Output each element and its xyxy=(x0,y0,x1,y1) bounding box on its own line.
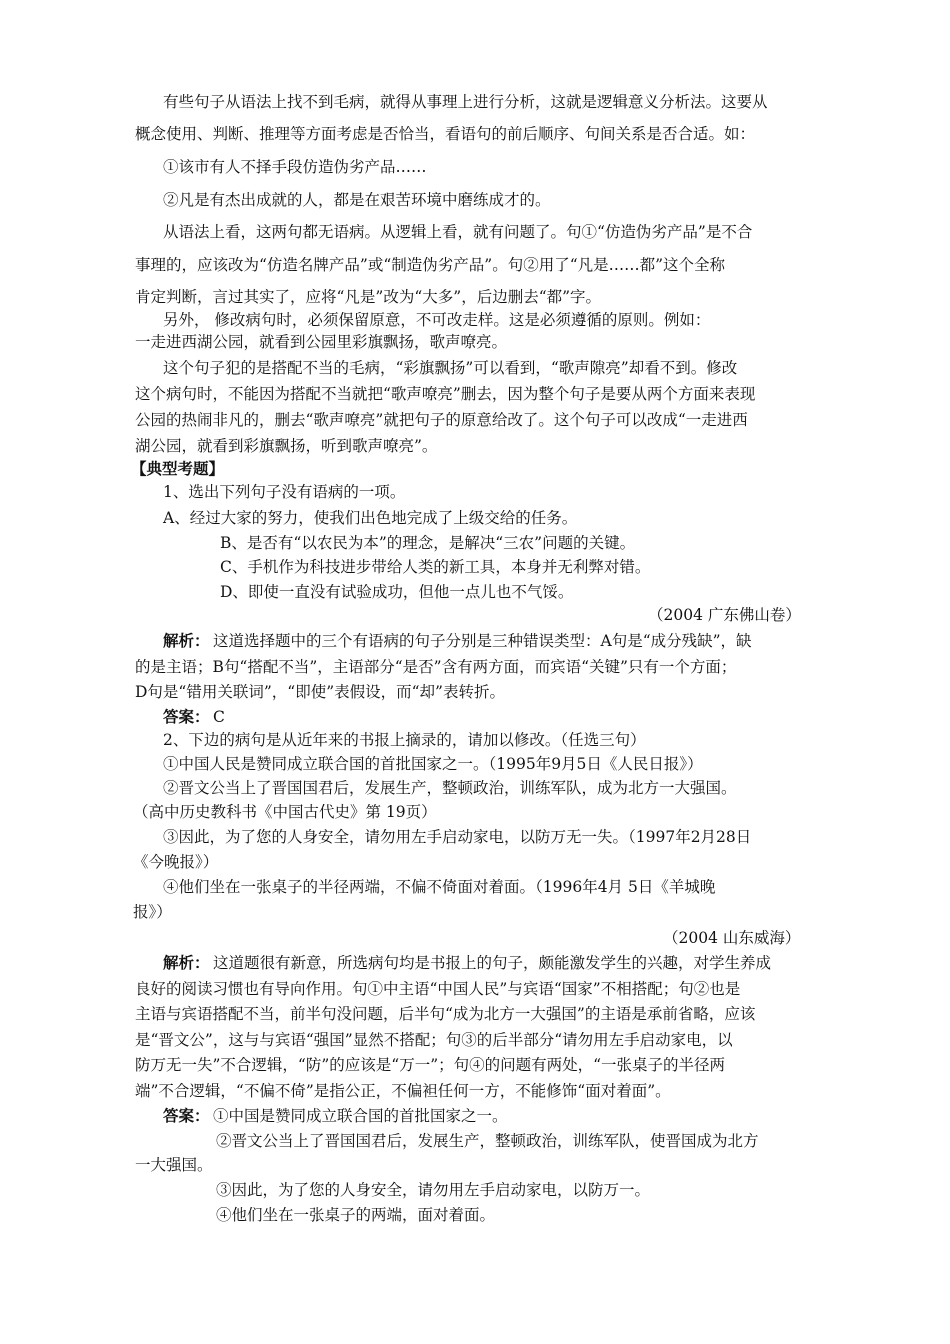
text-line: 事理的，应该改为“仿造名牌产品”或“制造伪劣产品”。句②用了“凡是……都”这个全称 xyxy=(135,256,726,274)
option-c: C、手机作为科技进步带给人类的新工具，本身并无利弊对错。 xyxy=(220,558,651,576)
answer-line: ④他们坐在一张桌子的两端，面对着面。 xyxy=(216,1206,496,1224)
text-line: （高中历史教科书《中国古代史》第 19页） xyxy=(133,803,437,821)
text-line: 这个句子犯的是搭配不当的毛病，“彩旗飘扬”可以看到，“歌声隙亮”却看不到。修改 xyxy=(163,359,738,377)
text-line: 概念使用、判断、推理等方面考虑是否恰当，看语句的前后顺序、句间关系是否合适。如： xyxy=(135,125,756,143)
text-line: D句是“错用关联词”，“即使”表假设，而“却”表转折。 xyxy=(135,683,505,701)
answer-line: ①中国是赞同成立联合国的首批国家之一。 xyxy=(213,1107,508,1125)
text-line: 从语法上看，这两句都无语病。从逻辑上看，就有问题了。句①“仿造伪劣产品”是不合 xyxy=(163,223,753,241)
option-a: A、经过大家的努力，使我们出色地完成了上级交给的任务。 xyxy=(163,509,578,527)
text-line: 公园的热闹非凡的，删去“歌声嘹亮”就把句子的原意给改了。这个句子可以改成“一走进西 xyxy=(135,411,748,429)
source-note: （2004 广东佛山卷） xyxy=(648,606,801,624)
text-line: ②晋文公当上了晋国国君后，发展生产，整顿政治，训练军队，成为北方一大强国。 xyxy=(163,779,737,797)
text-line: 的是主语；B句“搭配不当”，主语部分“是否”含有两方面，而宾语“关键”只有一个方面； xyxy=(135,658,737,676)
answer-line: 一大强国。 xyxy=(135,1156,213,1174)
text-line: 是“晋文公”，这与与宾语“强国”显然不搭配；句③的后半部分“请勿用左手启动家电，以 xyxy=(135,1031,733,1049)
answer-value: C xyxy=(213,708,225,726)
answer-line: ②晋文公当上了晋国国君后，发展生产，整顿政治，训练军队，使晋国成为北方 xyxy=(216,1132,759,1150)
text-line: 报》） xyxy=(133,903,172,921)
analysis-label: 解析： xyxy=(163,953,210,972)
text-line: 另外， 修改病句时，必须保留原意，不可改走样。这是必须遵循的原则。例如： xyxy=(163,311,711,329)
section-heading: 【典型考题】 xyxy=(131,459,225,478)
text-line: ①中国人民是赞同成立联合国的首批国家之一。（1995年9月5日《人民日报》） xyxy=(163,755,703,773)
text-line: 这道选择题中的三个有语病的句子分别是三种错误类型：A句是“成分残缺”，缺 xyxy=(213,632,752,650)
source-note: （2004 山东威海） xyxy=(663,929,801,947)
text-line: 主语与宾语搭配不当，前半句没问题，后半句“成为北方一大强国”的主语是承前省略，应该 xyxy=(135,1005,756,1023)
text-line: 有些句子从语法上找不到毛病，就得从事理上进行分析，这就是逻辑意义分析法。这要从 xyxy=(163,93,768,111)
answer-label: 答案： xyxy=(163,1106,210,1125)
text-line: ④他们坐在一张桌子的半径两端，不偏不倚面对着面。（1996年4月 5日《羊城晚 xyxy=(163,878,716,896)
text-line: 防万无一失”不合逻辑，“防”的应该是“万一”；句④的问题有两处，“一张桌子的半径两 xyxy=(135,1056,726,1074)
text-line: 一走进西湖公园，就看到公园里彩旗飘扬，歌声嘹亮。 xyxy=(135,333,508,351)
text-line: 良好的阅读习惯也有导向作用。句①中主语“中国人民”与宾语“国家”不相搭配；句②也是 xyxy=(135,980,741,998)
answer-line: ③因此，为了您的人身安全，请勿用左手启动家电，以防万一。 xyxy=(216,1181,651,1199)
text-line: 这道题很有新意，所选病句均是书报上的句子，颇能激发学生的兴趣，对学生养成 xyxy=(213,954,772,972)
question-stem: 2、下边的病句是从近年来的书报上摘录的，请加以修改。（任选三句） xyxy=(163,731,646,749)
question-stem: 1、选出下列句子没有语病的一项。 xyxy=(163,483,406,501)
answer-label: 答案： xyxy=(163,707,210,726)
text-line: 湖公园，就看到彩旗飘扬，听到歌声嘹亮”。 xyxy=(135,437,438,455)
option-d: D、即使一直没有试验成功，但他一点儿也不气馁。 xyxy=(220,583,574,601)
text-line: 《今晚报》） xyxy=(133,853,219,871)
text-line: 肯定判断，言过其实了，应将“凡是”改为“大多”，后边删去“都”字。 xyxy=(135,288,602,306)
text-line: ③因此，为了您的人身安全，请勿用左手启动家电，以防万无一失。（1997年2月28日 xyxy=(163,828,752,846)
analysis-label: 解析： xyxy=(163,631,210,650)
text-line: 端”不合逻辑，“不偏不倚”是指公正，不偏袒任何一方，不能修饰“面对着面”。 xyxy=(135,1082,671,1100)
text-line: ①该市有人不择手段仿造伪劣产品…… xyxy=(163,158,427,176)
text-line: ②凡是有杰出成就的人，都是在艰苦环境中磨练成才的。 xyxy=(163,191,551,209)
text-line: 这个病句时，不能因为搭配不当就把“歌声嘹亮”删去，因为整个句子是要从两个方面来表现 xyxy=(135,385,756,403)
option-b: B、是否有“以农民为本”的理念，是解决“三农”问题的关键。 xyxy=(220,534,636,552)
